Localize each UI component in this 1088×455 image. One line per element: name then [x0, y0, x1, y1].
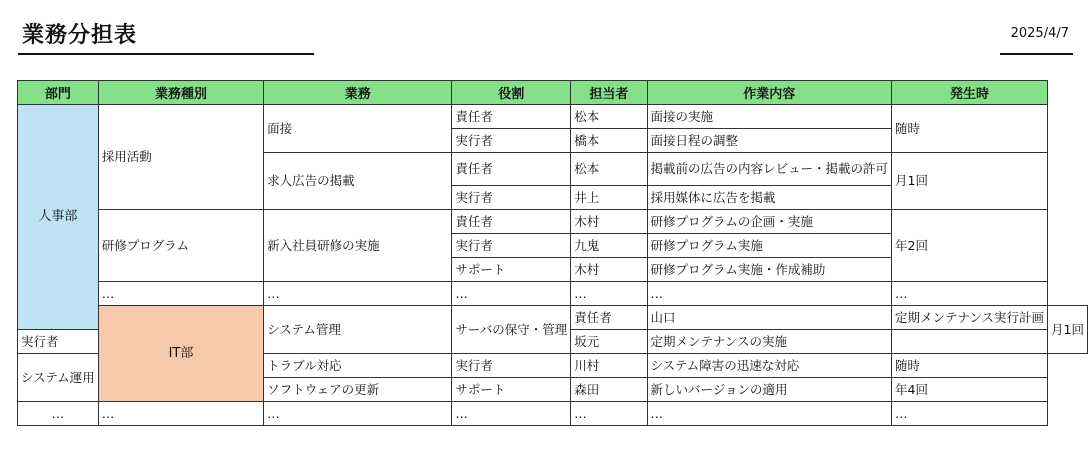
work-cell: 研修プログラム実施 — [647, 234, 892, 258]
frequency-cell: 月1回 — [1048, 306, 1088, 354]
title-underline — [18, 53, 314, 55]
work-cell: 新しいバージョンの適用 — [647, 378, 892, 402]
ellipsis-cell: … — [264, 402, 452, 426]
header-role: 役割 — [452, 81, 571, 105]
role-cell: 責任者 — [452, 105, 571, 129]
table-row-ellipsis — [18, 402, 1088, 426]
work-cell: 研修プログラム実施・作成補助 — [647, 258, 892, 282]
role-cell: 実行者 — [452, 354, 571, 378]
category-cell: 研修プログラム — [98, 210, 263, 282]
task-cell: 新入社員研修の実施 — [264, 210, 452, 282]
person-cell: 九鬼 — [571, 234, 647, 258]
category-cell: システム運用 — [18, 354, 99, 402]
frequency-cell: 年2回 — [892, 210, 1048, 282]
work-cell: 採用媒体に広告を掲載 — [647, 186, 892, 210]
person-cell: 橋本 — [571, 129, 647, 153]
ellipsis-cell: … — [892, 282, 1048, 306]
date-underline — [1000, 53, 1073, 55]
table-row — [18, 306, 1088, 330]
work-cell: 面接日程の調整 — [647, 129, 892, 153]
role-cell: 実行者 — [18, 330, 99, 354]
table-row — [18, 105, 1088, 129]
role-cell: サポート — [452, 258, 571, 282]
frequency-cell: 年4回 — [892, 378, 1048, 402]
person-cell: 松本 — [571, 105, 647, 129]
ellipsis-cell: … — [892, 402, 1048, 426]
task-cell: ソフトウェアの更新 — [264, 378, 452, 402]
table-row — [18, 210, 1088, 234]
work-cell: 定期メンテナンスの実施 — [647, 330, 892, 354]
role-cell: 実行者 — [452, 186, 571, 210]
header-dept: 部門 — [18, 81, 99, 105]
header-category: 業務種別 — [98, 81, 263, 105]
role-cell: 責任者 — [452, 153, 571, 186]
dept-cell-hr: 人事部 — [18, 105, 99, 330]
person-cell: 山口 — [647, 306, 892, 330]
dept-cell-it: IT部 — [98, 306, 263, 402]
work-cell: 掲載前の広告の内容レビュー・掲載の許可 — [647, 153, 892, 186]
person-cell: 松本 — [571, 153, 647, 186]
frequency-cell: 随時 — [892, 105, 1048, 153]
person-cell: 坂元 — [571, 330, 647, 354]
person-cell: 川村 — [571, 354, 647, 378]
header-person: 担当者 — [571, 81, 647, 105]
table-row-ellipsis — [18, 282, 1088, 306]
role-cell: 責任者 — [571, 306, 647, 330]
ellipsis-cell: … — [647, 282, 892, 306]
ellipsis-cell: … — [98, 402, 263, 426]
frequency-cell: 月1回 — [892, 153, 1048, 210]
header-frequency: 発生時 — [892, 81, 1048, 105]
page-title: 業務分担表 — [22, 23, 138, 48]
work-cell: 面接の実施 — [647, 105, 892, 129]
person-cell: 井上 — [571, 186, 647, 210]
role-cell: サポート — [452, 378, 571, 402]
person-cell: 木村 — [571, 210, 647, 234]
ellipsis-cell: … — [452, 402, 571, 426]
ellipsis-cell: … — [264, 282, 452, 306]
header-task: 業務 — [264, 81, 452, 105]
role-cell: 責任者 — [452, 210, 571, 234]
header-work: 作業内容 — [647, 81, 892, 105]
role-cell: 実行者 — [452, 234, 571, 258]
role-cell: 実行者 — [452, 129, 571, 153]
work-cell: システム障害の迅速な対応 — [647, 354, 892, 378]
ellipsis-cell: … — [647, 402, 892, 426]
assignment-table — [17, 80, 1088, 426]
person-cell: 森田 — [571, 378, 647, 402]
table-header-row — [18, 81, 1088, 105]
ellipsis-cell: … — [571, 282, 647, 306]
task-cell: 求人広告の掲載 — [264, 153, 452, 210]
ellipsis-cell: … — [571, 402, 647, 426]
category-cell: 採用活動 — [98, 105, 263, 210]
ellipsis-cell: … — [98, 282, 263, 306]
document-date: 2025/4/7 — [1010, 26, 1069, 41]
task-cell: 面接 — [264, 105, 452, 153]
work-cell: 研修プログラムの企画・実施 — [647, 210, 892, 234]
ellipsis-cell: … — [18, 402, 99, 426]
task-cell: トラブル対応 — [264, 354, 452, 378]
frequency-cell: 随時 — [892, 354, 1048, 378]
person-cell: 木村 — [571, 258, 647, 282]
category-cell: システム管理 — [264, 306, 452, 354]
task-cell: サーバの保守・管理 — [452, 306, 571, 354]
ellipsis-cell: … — [452, 282, 571, 306]
work-cell: 定期メンテナンス実行計画 — [892, 306, 1048, 330]
